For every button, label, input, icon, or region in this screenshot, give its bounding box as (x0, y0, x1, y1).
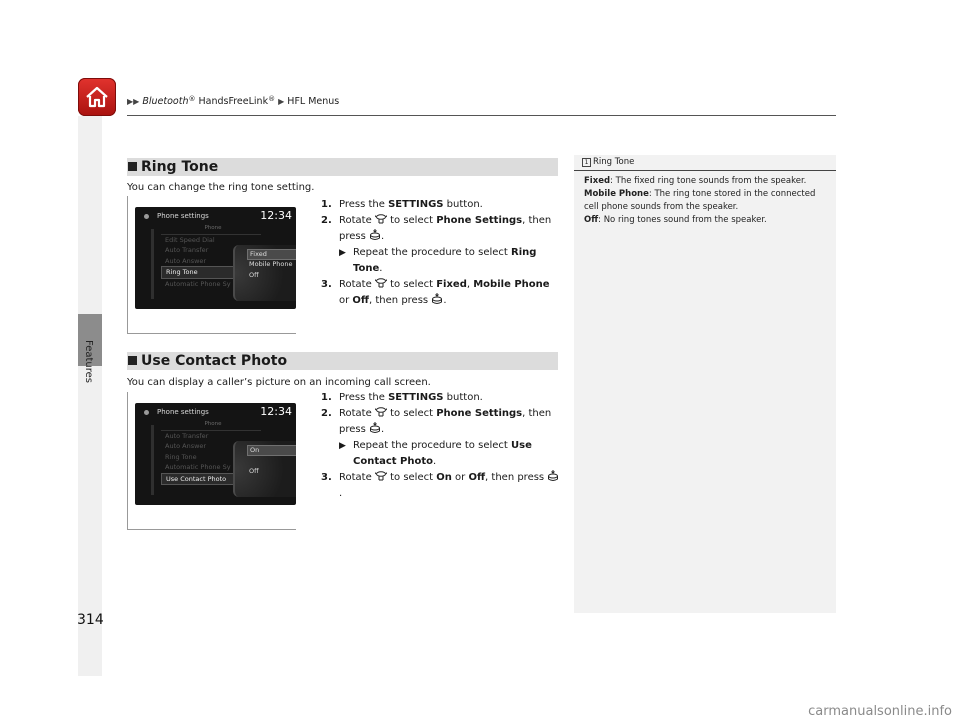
menu-item-selected[interactable]: Use Contact Photo (161, 473, 261, 486)
step-3 (321, 470, 561, 502)
step-text: to select (386, 215, 437, 226)
step-text: or (339, 295, 353, 306)
options-popup (233, 245, 296, 301)
side-note-title-text[interactable]: Ring Tone (593, 157, 635, 167)
step-text: , (466, 279, 474, 290)
substep-arrow-icon: ▶ (339, 248, 346, 258)
step-1 (321, 390, 561, 406)
step-text: , then press (485, 472, 548, 483)
interface-dial-rotate-icon (375, 277, 387, 289)
interface-dial-rotate-icon (375, 470, 387, 482)
breadcrumb-reg-mark-2: ® (268, 95, 276, 103)
step-text: Repeat the procedure to select (353, 247, 511, 258)
contact-photo-screen-figure (127, 392, 296, 530)
step-keyword: Off (468, 472, 486, 483)
step-text: . (339, 488, 343, 499)
note-line-fixed (584, 175, 828, 188)
home-button[interactable] (78, 78, 116, 116)
breadcrumb (127, 95, 339, 107)
settings-dot-icon (144, 410, 149, 415)
menu-item[interactable]: Edit Speed Dial (165, 235, 215, 244)
step-keyword: SETTINGS (388, 392, 444, 403)
header-rule (127, 115, 836, 116)
breadcrumb-reg-mark: ® (188, 95, 196, 103)
screen-title: Phone settings (157, 408, 209, 416)
step-text: or (451, 472, 469, 483)
display-screen (135, 403, 296, 505)
menu-item[interactable]: Automatic Phone Sy (165, 463, 231, 471)
section-heading-ring-tone (127, 158, 558, 176)
interface-dial-press-icon (369, 229, 381, 241)
section-heading-text: Ring Tone (141, 159, 219, 175)
step-2 (321, 213, 561, 277)
breadcrumb-arrow-icon: ▶ (278, 97, 285, 106)
step-number: 3. (321, 279, 332, 290)
interface-dial-press-icon (431, 293, 443, 305)
screen-title: Phone settings (157, 212, 209, 220)
breadcrumb-handsfreelink[interactable]: HandsFreeLink (195, 96, 269, 107)
section-heading-use-contact-photo (127, 352, 558, 370)
note-line-off (584, 214, 828, 227)
screen-clock: 12:34 (260, 209, 292, 222)
menu-item[interactable]: Ring Tone (165, 452, 197, 461)
step-text: to select (386, 408, 437, 419)
note-term: Mobile Phone (584, 189, 649, 199)
menu-list-header: Phone (161, 419, 261, 431)
option-off[interactable]: Off (249, 271, 259, 279)
interface-dial-press-icon (369, 422, 381, 434)
step-number: 2. (321, 215, 332, 226)
option-mobile-phone[interactable]: Mobile Phone (249, 260, 293, 268)
step-2 (321, 406, 561, 470)
ring-tone-intro: You can change the ring tone setting. (127, 182, 315, 193)
step-text: . (379, 263, 383, 274)
step-keyword: Phone Settings (436, 215, 523, 226)
chapter-tab-label: Features (83, 340, 94, 383)
step-text: . (381, 231, 385, 242)
side-note-title (582, 157, 634, 167)
menu-item[interactable]: Auto Answer (165, 256, 207, 265)
note-term: Off (584, 215, 599, 225)
step-number: 2. (321, 408, 332, 419)
chapter-strip (78, 116, 102, 676)
step-2-substep (339, 438, 561, 470)
note-text: : The ring tone stored in the connected cell phone sounds from the speaker. (584, 189, 816, 212)
step-keyword: Mobile Phone (473, 279, 550, 290)
breadcrumb-bluetooth[interactable]: Bluetooth (142, 96, 189, 107)
step-keyword: Off (352, 295, 370, 306)
section-heading-text: Use Contact Photo (141, 353, 288, 369)
step-text: Press the (339, 199, 389, 210)
note-line-mobile-phone (584, 188, 828, 214)
step-text: button. (443, 392, 483, 403)
step-text: Press the (339, 392, 389, 403)
step-text: . (443, 295, 447, 306)
step-number: 1. (321, 199, 332, 210)
interface-dial-rotate-icon (375, 213, 387, 225)
screen-scrollbar (151, 425, 154, 495)
note-term: Fixed (584, 176, 611, 186)
step-text: . (433, 456, 437, 467)
step-number: 3. (321, 472, 332, 483)
step-number: 1. (321, 392, 332, 403)
settings-dot-icon (144, 214, 149, 219)
step-text: Rotate (339, 408, 375, 419)
step-keyword: Fixed (436, 279, 467, 290)
heading-square-icon (128, 162, 137, 171)
note-text: : The fixed ring tone sounds from the speaker. (610, 176, 807, 186)
step-keyword: Use Contact Photo (353, 440, 532, 467)
option-off[interactable]: Off (249, 467, 259, 475)
side-note-body (584, 175, 828, 227)
ring-tone-screen-figure (127, 196, 296, 334)
substep-arrow-icon: ▶ (339, 441, 346, 451)
home-icon (84, 84, 110, 110)
step-keyword: Ring Tone (353, 247, 537, 274)
step-text: , then press (339, 408, 552, 435)
heading-square-icon (128, 356, 137, 365)
options-popup (233, 441, 296, 497)
option-on[interactable]: On (247, 445, 296, 456)
watermark: carmanualsonline.info (808, 704, 952, 719)
step-text: button. (443, 199, 483, 210)
screen-clock: 12:34 (260, 405, 292, 418)
step-text: to select (386, 279, 437, 290)
contact-photo-steps (321, 390, 561, 502)
display-screen (135, 207, 296, 309)
step-text: Rotate (339, 472, 375, 483)
step-text: Rotate (339, 215, 375, 226)
menu-list-header: Phone (161, 223, 261, 235)
page-number: 314 (77, 612, 104, 628)
step-text: , then press (339, 215, 552, 242)
breadcrumb-arrow-icon: ▶▶ (127, 97, 140, 106)
step-keyword: SETTINGS (388, 199, 444, 210)
step-text: . (381, 424, 385, 435)
note-text: : No ring tones sound from the speaker. (598, 215, 767, 225)
interface-dial-press-icon (547, 470, 559, 482)
interface-dial-rotate-icon (375, 406, 387, 418)
menu-item-selected[interactable]: Ring Tone (161, 266, 261, 279)
step-text: , then press (369, 295, 432, 306)
step-text: Rotate (339, 279, 375, 290)
step-keyword: Phone Settings (436, 408, 523, 419)
menu-item[interactable]: Auto Transfer (165, 431, 209, 440)
step-text: to select (386, 472, 437, 483)
step-2-substep (339, 245, 561, 277)
option-fixed[interactable]: Fixed (247, 249, 296, 260)
menu-item[interactable]: Auto Answer (165, 442, 207, 450)
step-1 (321, 197, 561, 213)
side-note-rule (574, 170, 836, 171)
menu-item[interactable]: Auto Transfer (165, 246, 209, 254)
breadcrumb-hfl-menus[interactable]: HFL Menus (287, 96, 340, 107)
side-note-panel (574, 155, 836, 613)
step-keyword: On (436, 472, 452, 483)
menu-item[interactable]: Automatic Phone Sy (165, 279, 231, 288)
ring-tone-steps (321, 197, 561, 309)
step-text: Repeat the procedure to select (353, 440, 511, 451)
contact-photo-intro: You can display a caller’s picture on an incoming call screen. (127, 377, 431, 388)
note-ref-badge: 1 (582, 158, 591, 167)
step-3 (321, 277, 561, 309)
screen-scrollbar (151, 229, 154, 299)
